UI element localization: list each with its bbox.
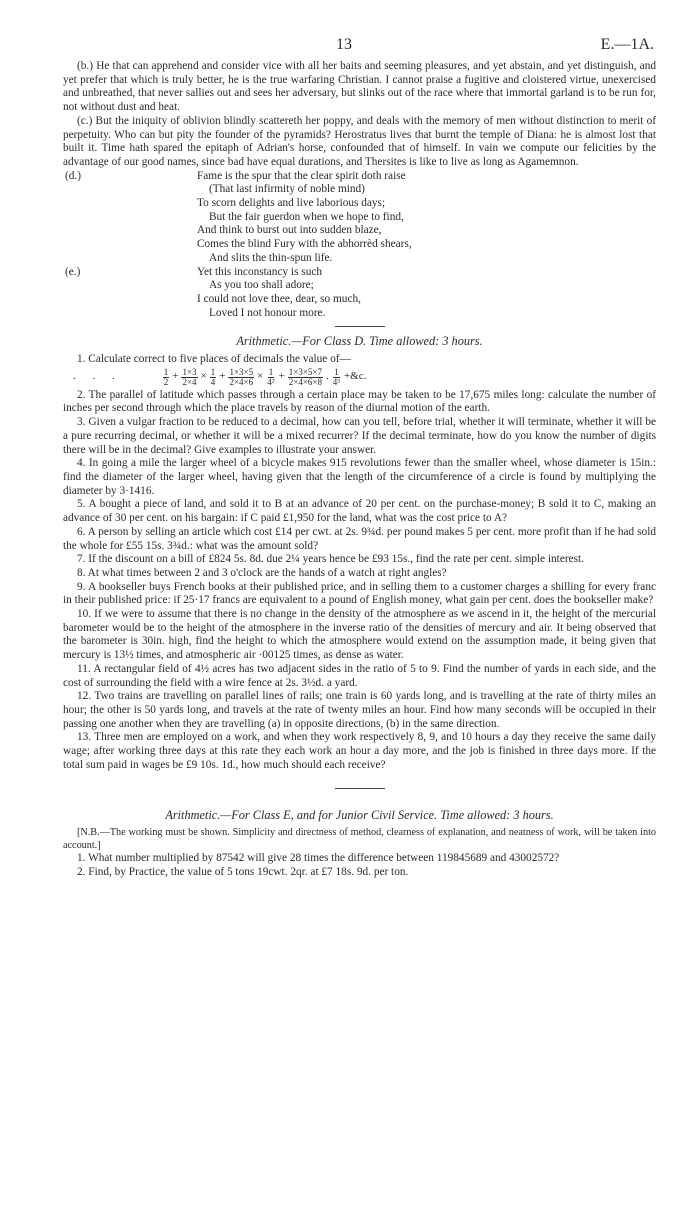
question: 13. Three men are employed on a work, and when they work respectively 8, 9, and 10 hours a day they receive the same daily wage; after working three days at this rate they each work an hour a day more, and the job is finished in three days more. If the total sum paid in wages be £9 10s. 1d., how much should each receive? [63,731,656,771]
question: 1. What number multiplied by 87542 will give 28 times the difference between 119845689 and 43002572? [77,852,560,865]
question-1: 1. Calculate correct to five places of decimals the value of— [77,353,351,366]
poem-line: And think to burst out into sudden blaze, [197,224,382,237]
document-reference: E.—1A. [600,36,654,53]
poem-line: Comes the blind Fury with the abhorrèd shears, [197,238,412,251]
page-number: 13 [336,36,352,53]
series-formula: . . . $\frac{1}{2}$ + $\frac{1\times 3}{2\times 4}$ × $\frac{1}{4}$ + $\frac{1\times 3\times 5}{2\times 4\times 6}$ × $\frac{1}{\text{4²}}$ + $\frac{1\times 3\times 5\times 7}{2\times 4\times 6\times 8}$ . $\frac{1}{\text{4³}}$ +&c. [73,366,367,387]
poem-d-label: (d.) [65,169,81,182]
fraction: $\frac{1}{\text{4²}}$ [267,366,275,387]
poem-d [63,170,656,266]
formula-etc: +&c. [343,370,367,383]
poem-line: As you too shall adore; [209,279,314,292]
poem-line: And slits the thin-spun life. [209,251,333,264]
passage-c: (c.) But the iniquity of oblivion blindly scattereth her poppy, and deals with the memory of men without distinction to merit of perpetuity. Who can but pity the founder of the pyramids? Herostratus lives that burnt the temple of Diana: he is almost lost that built it. Time hath spared the epitaph of Adrian's horse, confounded that of himself. In vain we compute our felicities by the advantage of our good names, since bad have equal durations, and Thersites is like to live as long as Agamemnon. [63,114,656,168]
poem-line: Loved I not honour more. [209,306,326,319]
fraction: $\frac{1\times 3\times 5}{2\times 4\times 6}$ [229,366,254,387]
poem-line: To scorn delights and live laborious days; [197,197,386,210]
poem-line: (That last infirmity of noble mind) [209,183,365,196]
question: 4. In going a mile the larger wheel of a bicycle makes 915 revolutions fewer than the smaller wheel, whose diameter is 15in.: find the diameter of the larger wheel, having given that the length of the circumference of a circle is found by multiplying the diameter by 3·1416. [63,457,656,497]
poem-line: I could not love thee, dear, so much, [197,292,361,305]
fraction: $\frac{1}{2}$ [163,366,169,387]
poem-e-label: (e.) [65,265,81,278]
question: 2. Find, by Practice, the value of 5 tons 19cwt. 2qr. at £7 18s. 9d. per ton. [77,865,409,878]
class-d-heading: Arithmetic.—For Class D. Time allowed: 3 hours. [236,334,483,349]
fraction: $\frac{1}{4}$ [210,366,216,387]
question: 7. If the discount on a bill of £824 5s. 8d. due 2¼ years hence be £93 15s., find the rate per cent. simple interest. [77,553,584,566]
formula-dots: . . . [73,370,122,383]
poem-line: Yet this inconstancy is such [197,265,322,278]
question: 6. A person by selling an article which cost £14 per cwt. at 2s. 9¾d. per pound makes 5 per cent. more profit than if he had sold the whole for £55 15s. 3¾d.: what was the amount sold? [63,525,656,552]
question: 3. Given a vulgar fraction to be reduced to a decimal, how can you tell, before trial, whether it will terminate, whether it will be a pure recurring decimal, or whether it will be a mixed recurrer? If the decimal terminate, how do you know the number of digits there will be in the decimal? Give examples to illustrate your answer. [63,416,656,456]
question: 5. A bought a piece of land, and sold it to B at an advance of 20 per cent. on the purchase-money; B sold it to C, making an advance of 30 per cent. on his bargain: if C paid £1,950 for the land, what was the cost price to A? [63,498,656,525]
fraction: $\frac{1}{\text{4³}}$ [332,366,340,387]
section-divider [335,326,385,327]
question: 12. Two trains are travelling on parallel lines of rails; one train is 60 yards long, and is travelling at the rate of thirty miles an hour; the other is 50 yards long, and travels at the rate of twenty miles an hour. Find how many seconds will be occupied in their passing one another when they are travelling (a) in opposite directions, (b) in the same direction. [63,690,656,730]
question: 9. A bookseller buys French books at their published price, and in selling them to a customer charges a shilling for every franc in their published price: if 25·17 francs are equivalent to a pound of English money, what gain per cent. does the bookseller make? [63,580,656,607]
question: 10. If we were to assume that there is no change in the density of the atmosphere as we ascend in it, the height of the mercurial barometer would be to the height of the atmosphere in the inverse ratio of the densities of mercury and air. It being observed that the barometer is 30in. high, find the height to which the atmosphere would extend on the assumption made, it being given that mercury is 13½ times, and atmospheric air ·00125 times, as dense as water. [63,608,656,662]
question: 8. At what times between 2 and 3 o'clock are the hands of a watch at right angles? [77,566,447,579]
passage-b: (b.) He that can apprehend and consider vice with all her baits and seeming pleasures, and yet abstain, and yet distinguish, and yet prefer that which is truly better, he is the true warfaring Christian. I cannot praise a fugitive and cloistered virtue, unexercised and unbreathed, that never sallies out and sees her adversary, but slinks out of the race where that immortal garland is to be run for, not without dust and heat. [63,60,656,114]
class-e-note: [N.B.—The working must be shown. Simplicity and directness of method, clearness of explanation, and neatness of work, will be taken into account.] [63,827,656,851]
class-e-heading: Arithmetic.—For Class E, and for Junior Civil Service. Time allowed: 3 hours. [165,808,554,823]
section-divider [335,788,385,789]
fraction: $\frac{1\times 3}{2\times 4}$ [182,366,197,387]
fraction: $\frac{1\times 3\times 5\times 7}{2\times 4\times 6\times 8}$ [288,366,323,387]
poem-line: Fame is the spur that the clear spirit doth raise [197,169,406,182]
question: 2. The parallel of latitude which passes through a certain place may be taken to be 17,675 miles long: calculate the number of inches per second through which the place travels by reason of the diurnal motion of the earth. [63,388,656,415]
poem-e [63,266,656,321]
poem-line: But the fair guerdon when we hope to find, [209,210,404,223]
question: 11. A rectangular field of 4½ acres has two adjacent sides in the ratio of 5 to 9. Find the number of yards in each side, and the cost of surrounding the field with a wire fence at 2s. 3½d. a yard. [63,662,656,689]
page-header [63,38,656,60]
